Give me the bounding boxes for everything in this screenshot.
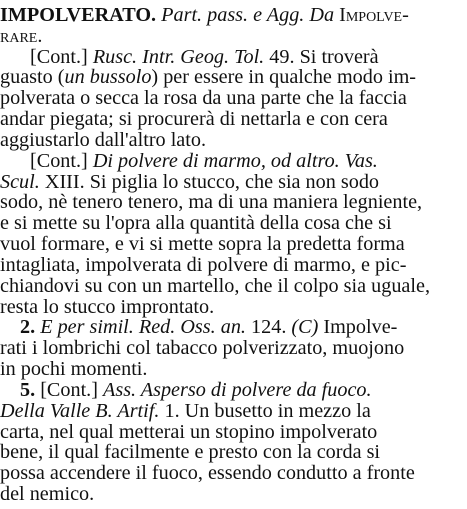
part-of-speech: Part. pass. e Agg. Da xyxy=(161,4,335,26)
sense-4-line-2 xyxy=(0,400,371,423)
sense-3-source: E per simil. Red. Oss. an. xyxy=(40,316,246,339)
sense-2-line-8: resta lo stucco improntato. xyxy=(0,295,215,318)
sense-4-citation: Della Valle B. Artif. xyxy=(0,399,160,422)
sense-4-line-1 xyxy=(0,379,372,402)
sense-2-line-2 xyxy=(0,171,379,194)
sense-3-page: 124. xyxy=(251,316,287,339)
sense-4-label: [Cont.] xyxy=(40,378,98,401)
sense-1-line-1 xyxy=(0,46,379,69)
sense-2-line-6: intagliata, impolverata di polvere di marmo, e pic- xyxy=(0,253,407,276)
sense-1-text: Si troverà xyxy=(299,45,379,68)
entry-header-line-2 xyxy=(0,25,42,48)
sense-4-number: 5. xyxy=(20,378,36,401)
sense-3-number: 2. xyxy=(20,316,36,339)
sense-2-line-1 xyxy=(0,150,378,173)
sense-4-line-6: del nemico. xyxy=(0,483,95,505)
sense-3-mark: (C) xyxy=(291,316,319,339)
sense-1-line-2 xyxy=(0,66,416,89)
sense-1-text: ) per essere in qualche modo im- xyxy=(151,66,417,89)
sense-4-line-5: possa accendere il fuoco, essendo condutto a fronte xyxy=(0,462,415,485)
sense-2-source-cont: Scul. xyxy=(0,170,40,193)
sense-2-source: Di polvere di marmo, od altro. Vas. xyxy=(92,149,378,172)
sense-3-line-3: in pochi momenti. xyxy=(0,358,148,381)
entry-header-line xyxy=(0,4,409,27)
sense-1-line-5: aggiustarlo dall'altro lato. xyxy=(0,128,207,151)
sense-1-line-4: andar piegata; si procurerà di nettarla e con cera xyxy=(0,108,388,131)
sense-2-line-4: e si mette su l'opra alla quantità della cosa che si xyxy=(0,212,392,235)
sense-2-text: Si piglia lo stucco, che sia non sodo xyxy=(89,170,380,193)
sense-4-line-3: carta, nel qual metterai un stopino impolverato xyxy=(0,420,378,443)
sense-1-label: [Cont.] xyxy=(30,45,88,68)
headword: IMPOLVERATO. xyxy=(0,4,157,26)
sense-4-text: 1. Un busetto in mezzo la xyxy=(164,399,371,422)
sense-4-source: Ass. Asperso di polvere da fuoco. xyxy=(103,378,372,401)
derivation-reference-cont: rare. xyxy=(0,24,43,47)
sense-2-line-5: vuol formare, e vi si mette sopra la predetta forma xyxy=(0,233,405,256)
sense-1-text: guasto ( xyxy=(0,66,65,89)
sense-1-line-3: polverata o secca la rosa da una parte che la faccia xyxy=(0,87,407,110)
sense-3-text: Impolve- xyxy=(323,316,398,339)
derivation-reference: Impolve- xyxy=(339,4,409,26)
sense-2-chapter: XIII. xyxy=(44,170,85,193)
sense-1-gloss: un bussolo xyxy=(64,66,152,89)
sense-2-line-7: chiandovi su con un martello, che il colpo sia uguale, xyxy=(0,274,430,297)
sense-3-line-1 xyxy=(0,316,397,339)
sense-3-line-2: rati i lombrichi col tabacco polverizzato, muojono xyxy=(0,337,405,360)
sense-2-line-3: sodo, nè tenero tenero, ma di una maniera legniente, xyxy=(0,191,423,214)
sense-4-line-4: bene, il qual facilmente e presto con la corda si xyxy=(0,441,381,464)
sense-1-source: Rusc. Intr. Geog. Tol. xyxy=(92,45,265,68)
sense-1-number: 49. xyxy=(269,45,295,68)
sense-2-label: [Cont.] xyxy=(30,149,88,172)
